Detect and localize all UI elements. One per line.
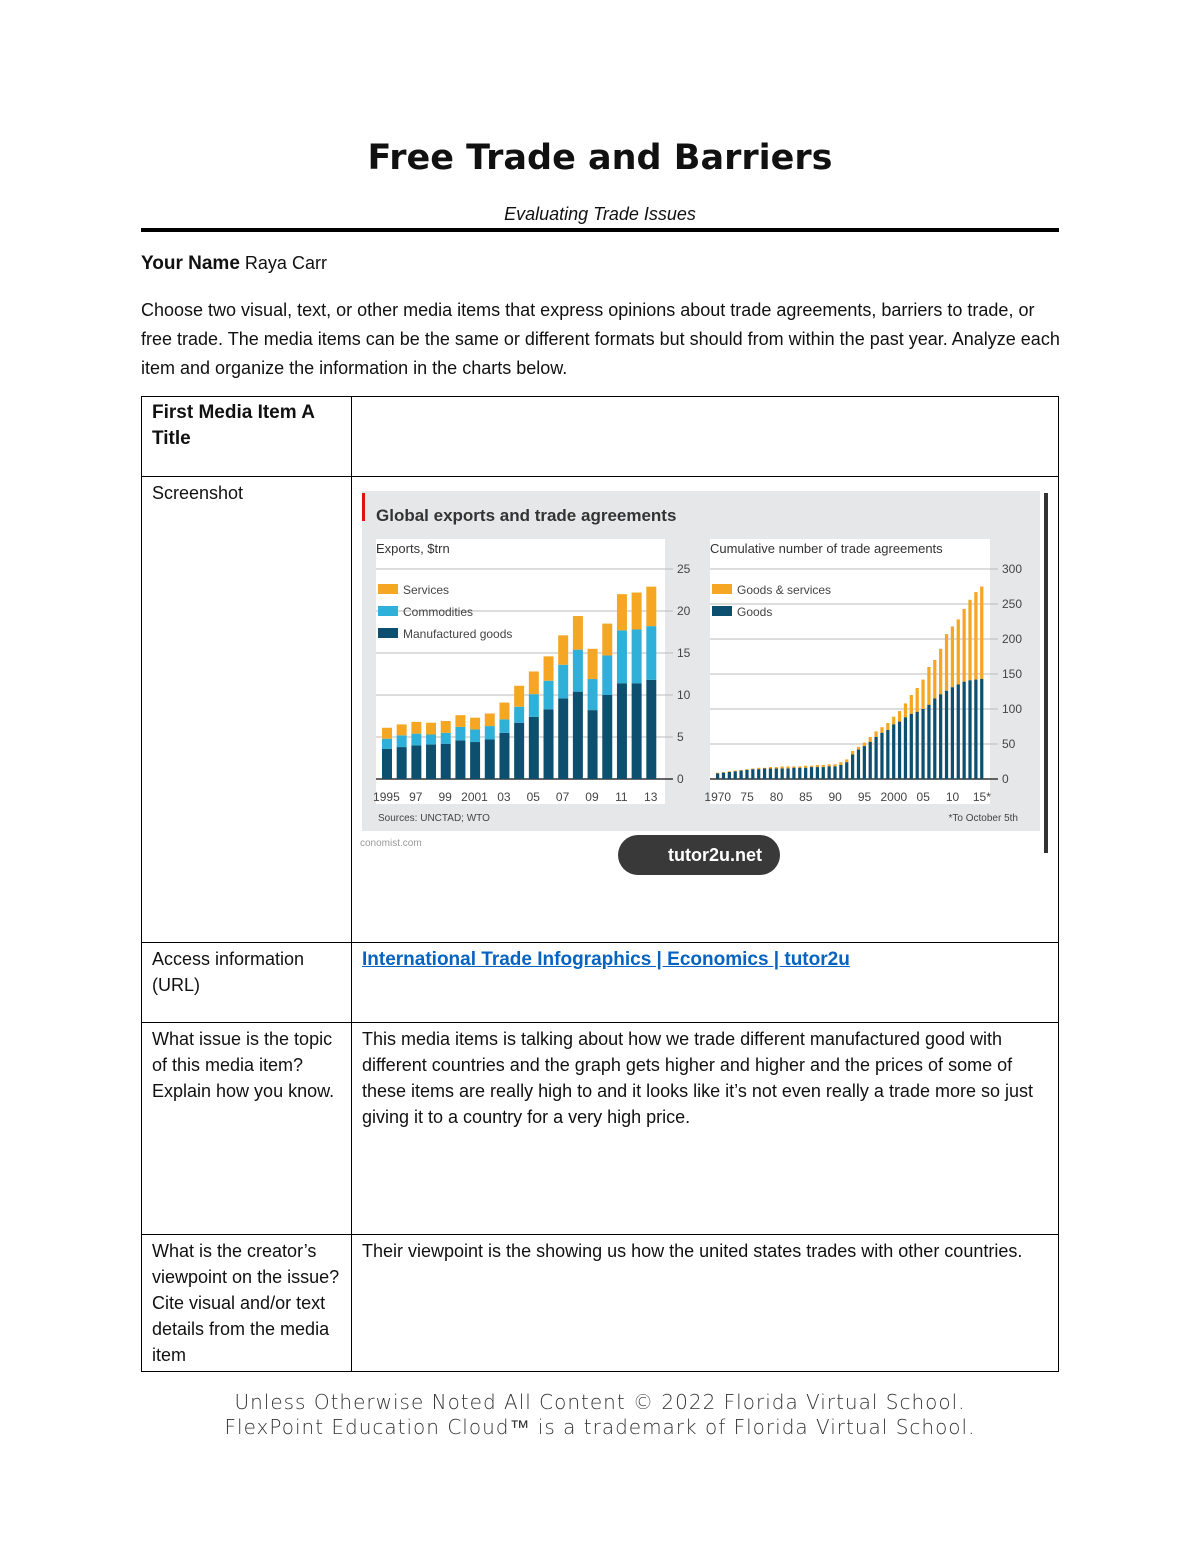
bar-goods-services bbox=[892, 717, 895, 725]
bar-goods bbox=[898, 722, 901, 779]
bar-goods-services bbox=[945, 634, 948, 691]
x-tick-label: 90 bbox=[828, 790, 842, 804]
bar-commodities bbox=[544, 681, 554, 710]
table-row bbox=[142, 1235, 1059, 1372]
bar-goods-services bbox=[798, 766, 801, 767]
y-tick-label: 200 bbox=[1002, 632, 1023, 646]
x-tick-label: 75 bbox=[740, 790, 754, 804]
row-label: First Media Item A Title bbox=[142, 397, 352, 477]
bar-goods-services bbox=[722, 772, 725, 773]
bar-goods-services bbox=[927, 667, 930, 705]
trademark-line: FlexPoint Education Cloud™ is a trademark of Florida Virtual School. bbox=[224, 1415, 976, 1439]
bar-manufactured-goods bbox=[646, 680, 656, 779]
bar-goods-services bbox=[781, 766, 784, 768]
bar-commodities bbox=[426, 734, 436, 744]
credit-text: conomist.com bbox=[360, 838, 422, 849]
bar-manufactured-goods bbox=[617, 683, 627, 779]
footer bbox=[0, 1390, 1200, 1440]
x-tick-label: 95 bbox=[857, 790, 872, 804]
x-tick-label: 1970 bbox=[704, 790, 732, 804]
x-tick-label: 99 bbox=[438, 790, 452, 804]
bar-goods-services bbox=[863, 743, 866, 747]
bar-manufactured-goods bbox=[411, 745, 421, 779]
bar-commodities bbox=[441, 733, 451, 744]
bar-goods bbox=[798, 768, 801, 779]
bar-services bbox=[514, 686, 524, 707]
bar-goods bbox=[728, 772, 731, 779]
bar-commodities bbox=[573, 650, 583, 692]
bar-goods bbox=[968, 680, 971, 779]
legend-label: Goods & services bbox=[737, 583, 832, 597]
legend-swatch bbox=[378, 606, 398, 616]
bar-goods bbox=[763, 769, 766, 780]
bar-services bbox=[411, 722, 421, 734]
bar-goods-services bbox=[939, 649, 942, 695]
x-tick-label: 2000 bbox=[880, 790, 908, 804]
x-tick-label: 97 bbox=[409, 790, 423, 804]
bar-commodities bbox=[499, 719, 509, 732]
bar-goods-services bbox=[728, 771, 731, 772]
screenshot-image bbox=[360, 491, 1050, 865]
bar-commodities bbox=[646, 626, 656, 680]
table-row bbox=[142, 943, 1059, 1023]
bar-goods bbox=[980, 679, 983, 779]
bar-goods bbox=[734, 771, 737, 779]
bar-manufactured-goods bbox=[514, 723, 524, 779]
y-tick-label: 25 bbox=[677, 562, 691, 576]
bar-goods bbox=[839, 765, 842, 779]
bar-manufactured-goods bbox=[499, 733, 509, 779]
bar-goods-services bbox=[886, 723, 889, 730]
bar-goods bbox=[857, 750, 860, 779]
bar-goods-services bbox=[828, 764, 831, 766]
bar-services bbox=[382, 728, 392, 739]
sources-note: Sources: UNCTAD; WTO bbox=[378, 813, 490, 824]
bar-goods-services bbox=[816, 765, 819, 767]
bar-services bbox=[441, 721, 451, 733]
bar-goods bbox=[845, 762, 848, 779]
bar-goods bbox=[828, 766, 831, 779]
x-tick-label: 09 bbox=[585, 790, 599, 804]
bar-goods bbox=[880, 733, 883, 779]
bar-goods-services bbox=[910, 695, 913, 714]
bar-goods-services bbox=[804, 766, 807, 768]
bar-commodities bbox=[382, 739, 392, 749]
y-tick-label: 50 bbox=[1002, 737, 1016, 751]
bar-goods bbox=[869, 742, 872, 779]
bar-goods bbox=[916, 712, 919, 779]
bar-goods-services bbox=[839, 762, 842, 765]
name-value: Raya Carr bbox=[244, 253, 327, 273]
bar-goods-services bbox=[869, 737, 872, 742]
row-value[interactable]: Their viewpoint is the showing us how the united states trades with other countries. bbox=[352, 1235, 1059, 1372]
y-tick-label: 250 bbox=[1002, 597, 1023, 611]
row-label: Screenshot bbox=[142, 477, 352, 943]
bar-services bbox=[573, 616, 583, 650]
x-tick-label: 13 bbox=[644, 790, 658, 804]
bar-goods bbox=[816, 767, 819, 779]
page-title: Free Trade and Barriers bbox=[367, 138, 833, 178]
bar-goods bbox=[886, 730, 889, 779]
x-tick-label: 11 bbox=[615, 790, 628, 804]
x-tick-label: 80 bbox=[769, 790, 784, 804]
bar-goods-services bbox=[745, 769, 748, 770]
bar-goods-services bbox=[734, 771, 737, 772]
bar-goods-services bbox=[716, 773, 719, 774]
bar-services bbox=[426, 723, 436, 735]
y-tick-label: 150 bbox=[1002, 667, 1023, 681]
bar-goods bbox=[945, 691, 948, 779]
x-tick-label: 1995 bbox=[373, 790, 400, 804]
table-row bbox=[142, 397, 1059, 477]
bar-manufactured-goods bbox=[573, 692, 583, 779]
x-tick-label: 15* bbox=[972, 790, 991, 804]
row-value[interactable] bbox=[352, 397, 1059, 477]
bar-goods-services bbox=[769, 767, 772, 768]
student-name bbox=[141, 253, 327, 275]
bar-goods bbox=[833, 766, 836, 779]
bar-goods-services bbox=[845, 759, 848, 762]
bar-goods-services bbox=[751, 769, 754, 770]
bar-services bbox=[470, 718, 480, 730]
bar-goods-services bbox=[921, 680, 924, 709]
bar-goods bbox=[939, 694, 942, 779]
bar-manufactured-goods bbox=[470, 742, 480, 779]
bar-goods-services bbox=[822, 765, 825, 767]
bar-goods-services bbox=[775, 767, 778, 768]
name-label: Your Name bbox=[141, 253, 240, 274]
bar-goods bbox=[921, 709, 924, 779]
bar-services bbox=[529, 671, 539, 694]
screenshot-cell bbox=[352, 477, 1059, 943]
bar-goods bbox=[863, 746, 866, 779]
bar-services bbox=[499, 703, 509, 720]
bar-goods bbox=[822, 767, 825, 779]
footnote: *To October 5th bbox=[948, 813, 1018, 824]
bar-services bbox=[485, 713, 495, 726]
bar-goods bbox=[781, 769, 784, 780]
bar-goods bbox=[951, 687, 954, 779]
bar-services bbox=[588, 649, 598, 679]
legend-label: Manufactured goods bbox=[403, 627, 513, 641]
bar-goods-services bbox=[980, 587, 983, 679]
bar-goods-services bbox=[904, 703, 907, 717]
bar-goods bbox=[874, 737, 877, 779]
bar-goods bbox=[745, 770, 748, 779]
bar-goods-services bbox=[933, 660, 936, 699]
bar-manufactured-goods bbox=[441, 744, 451, 779]
bar-goods-services bbox=[916, 688, 919, 712]
x-tick-label: 07 bbox=[555, 790, 570, 804]
bar-goods bbox=[739, 771, 742, 779]
row-value[interactable]: This media items is talking about how we trade different manufactured good with different countries and the graph gets higher and higher and the prices of some of these items are really high to and it looks like it’s not even really a trade more so just giving it to a country for a very high price. bbox=[352, 1023, 1059, 1235]
bar-commodities bbox=[411, 734, 421, 746]
bar-manufactured-goods bbox=[529, 717, 539, 779]
bar-goods bbox=[892, 724, 895, 779]
bar-goods-services bbox=[851, 751, 854, 755]
bar-manufactured-goods bbox=[558, 698, 568, 779]
bar-commodities bbox=[397, 735, 407, 747]
bar-goods bbox=[716, 773, 719, 779]
x-tick-label: 03 bbox=[497, 790, 511, 804]
table-row bbox=[142, 477, 1059, 943]
legend-swatch bbox=[712, 584, 732, 594]
left-subtitle: Exports, $trn bbox=[376, 541, 450, 556]
bar-manufactured-goods bbox=[632, 683, 642, 779]
bar-goods-services bbox=[786, 766, 789, 768]
bar-goods-services bbox=[963, 609, 966, 682]
bar-services bbox=[544, 656, 554, 680]
bar-goods bbox=[910, 714, 913, 779]
title-divider bbox=[141, 228, 1059, 232]
bar-manufactured-goods bbox=[544, 709, 554, 779]
bar-services bbox=[632, 593, 642, 630]
bar-goods-services bbox=[757, 768, 760, 769]
chart-title: Global exports and trade agreements bbox=[376, 506, 677, 525]
row-label: What issue is the topic of this media item? Explain how you know. bbox=[142, 1023, 352, 1235]
legend-label: Services bbox=[403, 583, 450, 597]
bar-manufactured-goods bbox=[426, 745, 436, 779]
bar-goods-services bbox=[792, 766, 795, 767]
bar-commodities bbox=[514, 707, 524, 723]
media-item-table bbox=[141, 396, 1059, 1372]
y-tick-label: 100 bbox=[1002, 702, 1023, 716]
x-tick-label: 85 bbox=[799, 790, 813, 804]
row-label: Access information (URL) bbox=[142, 943, 352, 1023]
x-tick-label: 2001 bbox=[461, 790, 488, 804]
bar-services bbox=[455, 715, 465, 727]
page-subtitle: Evaluating Trade Issues bbox=[504, 204, 696, 224]
bar-manufactured-goods bbox=[485, 740, 495, 779]
bar-commodities bbox=[602, 656, 612, 695]
bar-goods-services bbox=[874, 731, 877, 737]
bar-goods bbox=[792, 768, 795, 779]
copyright-line: Unless Otherwise Noted All Content © 2022 Florida Virtual School. bbox=[234, 1390, 966, 1414]
bar-services bbox=[617, 594, 627, 630]
bar-goods bbox=[963, 682, 966, 779]
bar-commodities bbox=[632, 629, 642, 683]
bar-commodities bbox=[617, 630, 627, 683]
bar-services bbox=[397, 724, 407, 735]
bar-commodities bbox=[485, 726, 495, 739]
bar-goods bbox=[751, 769, 754, 779]
right-subtitle: Cumulative number of trade agreements bbox=[710, 541, 943, 556]
x-tick-label: 05 bbox=[526, 790, 540, 804]
bar-goods bbox=[757, 769, 760, 779]
bar-goods bbox=[851, 755, 854, 780]
bar-manufactured-goods bbox=[397, 747, 407, 779]
image-border bbox=[1044, 493, 1048, 853]
bar-goods bbox=[933, 699, 936, 780]
bar-goods-services bbox=[880, 727, 883, 733]
bar-commodities bbox=[558, 665, 568, 699]
bar-commodities bbox=[470, 729, 480, 742]
bar-goods-services bbox=[898, 711, 901, 722]
instructions: Choose two visual, text, or other media items that express opinions about trade agreements, barriers to trade, or free trade. The media items can be the same or different formats but should from within the past year. Analyze each item and organize the information in the charts below. bbox=[141, 300, 1060, 378]
bar-goods bbox=[974, 680, 977, 779]
y-tick-label: 0 bbox=[677, 772, 684, 786]
legend-swatch bbox=[378, 584, 398, 594]
row-label: What is the creator’s viewpoint on the issue? Cite visual and/or text details from the media item bbox=[142, 1235, 352, 1372]
bar-manufactured-goods bbox=[602, 695, 612, 779]
y-tick-label: 10 bbox=[677, 688, 691, 702]
bar-manufactured-goods bbox=[455, 740, 465, 779]
bar-goods bbox=[786, 769, 789, 780]
exports-chart bbox=[360, 491, 1050, 853]
source-link[interactable]: International Trade Infographics | Economics | tutor2u bbox=[362, 949, 850, 970]
legend-swatch bbox=[378, 628, 398, 638]
bar-goods bbox=[957, 685, 960, 780]
bar-services bbox=[558, 635, 568, 664]
legend-label: Goods bbox=[737, 605, 773, 619]
legend-label: Commodities bbox=[403, 605, 474, 619]
bar-manufactured-goods bbox=[588, 710, 598, 779]
y-tick-label: 15 bbox=[677, 646, 691, 660]
bar-commodities bbox=[588, 679, 598, 710]
y-tick-label: 5 bbox=[677, 730, 684, 744]
bar-goods bbox=[775, 769, 778, 780]
x-tick-label: 05 bbox=[916, 790, 930, 804]
bar-goods bbox=[804, 768, 807, 779]
bar-goods bbox=[904, 717, 907, 779]
bar-services bbox=[646, 587, 656, 626]
legend-swatch bbox=[712, 606, 732, 616]
bar-manufactured-goods bbox=[382, 749, 392, 779]
bar-goods-services bbox=[833, 764, 836, 766]
y-tick-label: 20 bbox=[677, 604, 691, 618]
accent-mark bbox=[362, 493, 365, 521]
bar-goods bbox=[722, 773, 725, 779]
bar-goods-services bbox=[810, 766, 813, 767]
bar-goods-services bbox=[974, 592, 977, 680]
bar-goods bbox=[810, 767, 813, 779]
y-tick-label: 300 bbox=[1002, 562, 1023, 576]
bar-commodities bbox=[455, 727, 465, 740]
bar-goods bbox=[927, 705, 930, 779]
bar-commodities bbox=[529, 694, 539, 717]
bar-goods-services bbox=[739, 770, 742, 771]
bar-goods-services bbox=[951, 626, 954, 687]
bar-goods-services bbox=[968, 600, 971, 681]
watermark: tutor2u.net bbox=[618, 835, 780, 875]
bar-goods-services bbox=[957, 619, 960, 684]
bar-services bbox=[602, 624, 612, 656]
table-row bbox=[142, 1023, 1059, 1235]
bar-goods bbox=[769, 769, 772, 780]
bar-goods-services bbox=[763, 768, 766, 769]
y-tick-label: 0 bbox=[1002, 772, 1009, 786]
bar-goods-services bbox=[857, 747, 860, 750]
x-tick-label: 10 bbox=[945, 790, 960, 804]
